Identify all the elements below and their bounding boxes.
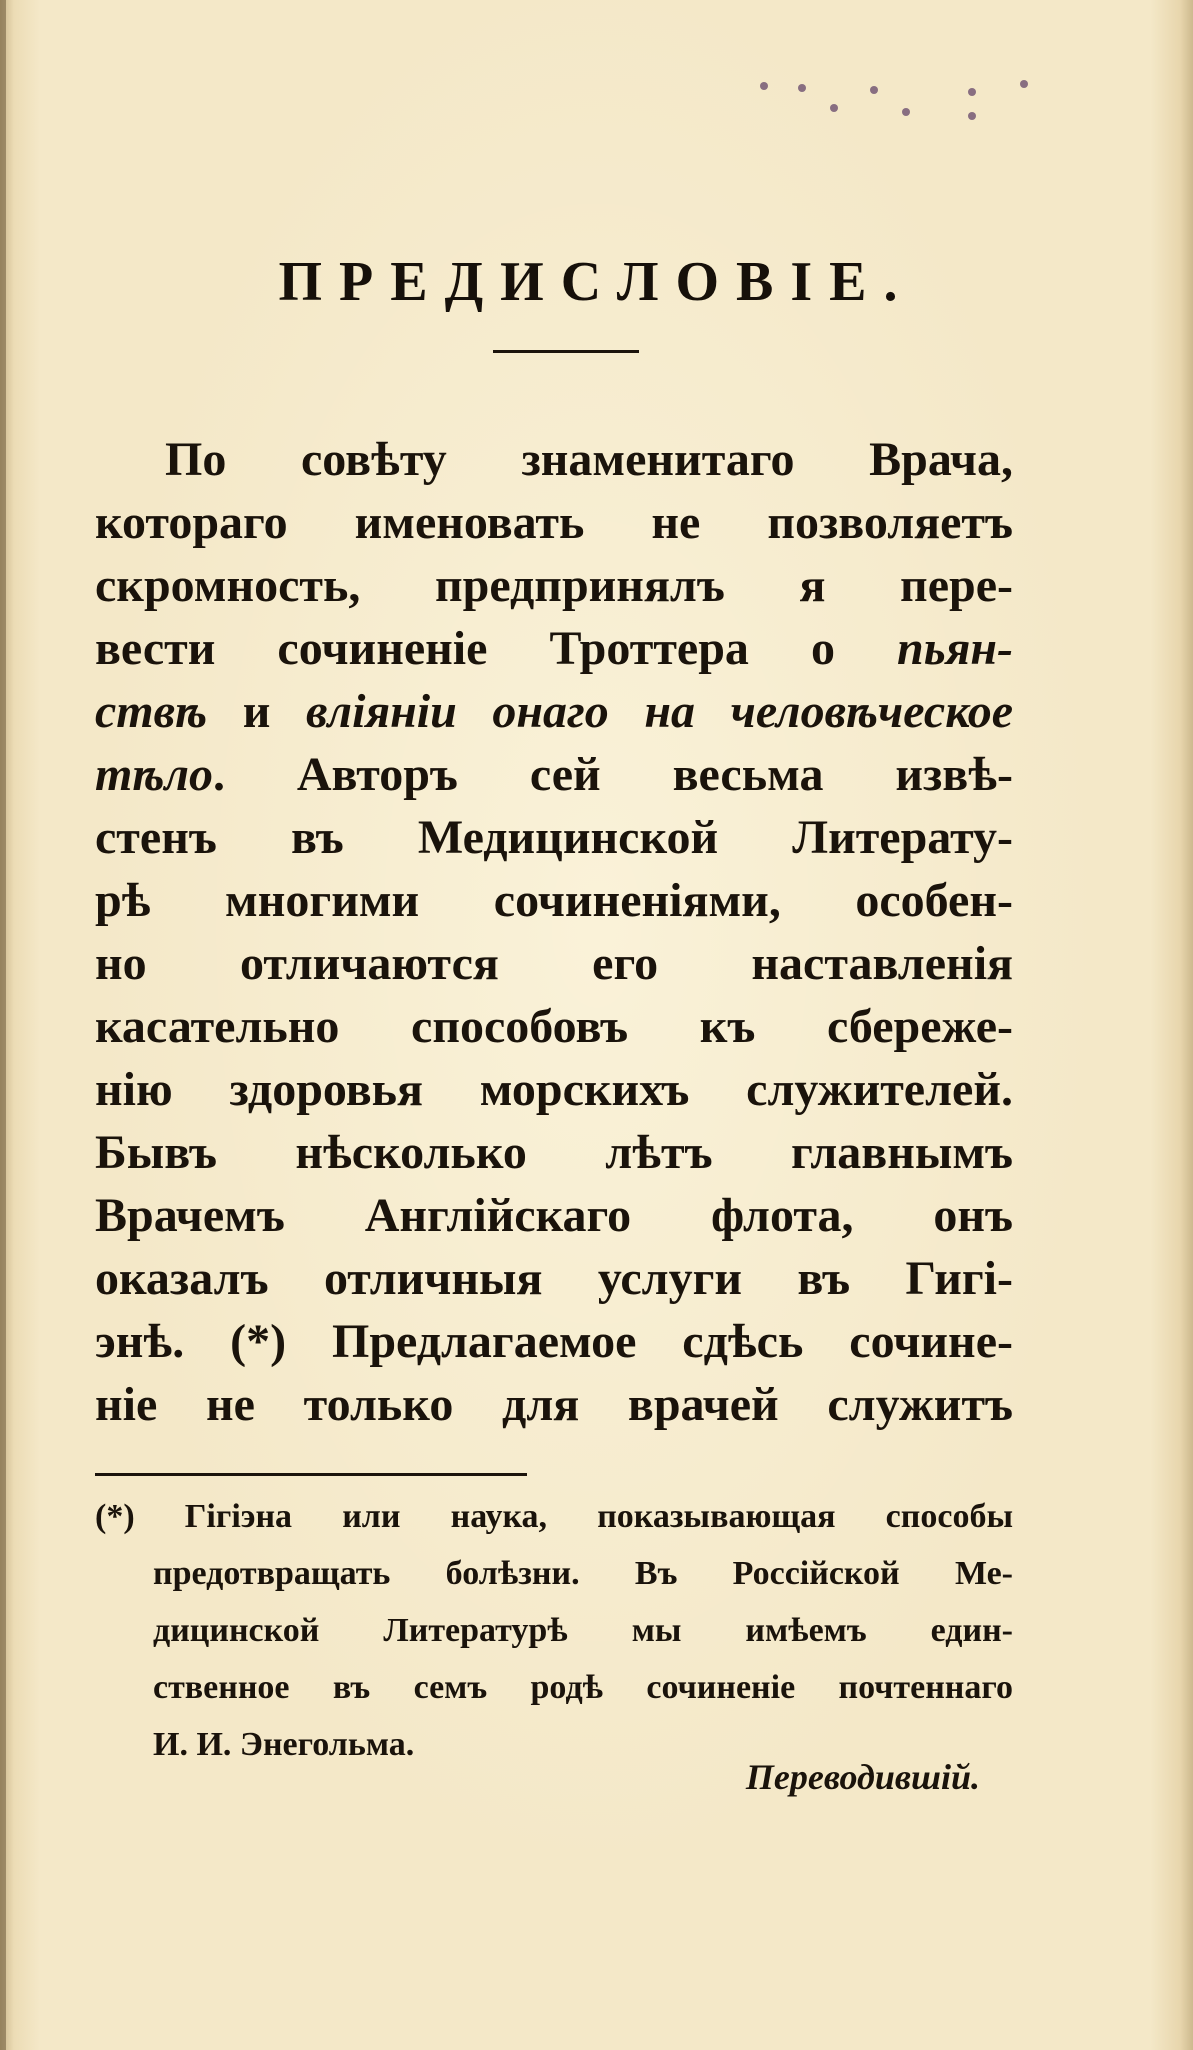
- body-line: вести сочиненіе Троттера о пьян-: [95, 622, 1013, 675]
- footnote: [95, 1488, 1013, 1773]
- ink-dot: [798, 84, 806, 92]
- footnote-line: И. И. Энегольма.: [153, 1726, 415, 1763]
- body-line: касательно способовъ къ сбереже-: [95, 1000, 1013, 1053]
- footnote-divider: [95, 1473, 527, 1476]
- footnote-line: ственное въ семъ родѣ сочиненіе почтеннаго: [153, 1669, 1013, 1706]
- ink-dot: [902, 108, 910, 116]
- ink-marks: [720, 72, 1060, 142]
- footnote-line: предотвращать болѣзни. Въ Россійской Ме-: [153, 1555, 1013, 1592]
- signature: Переводившій.: [745, 1757, 980, 1797]
- body-text: [95, 428, 1013, 1436]
- body-line: ствѣ и вліяніи онаго на человѣческое: [95, 685, 1014, 738]
- page-title: ПРЕДИСЛОВІЕ.: [278, 251, 915, 313]
- body-line: скромность, предпринялъ я пере-: [95, 559, 1013, 612]
- body-line: но отличаются его наставленія: [95, 937, 1013, 990]
- body-line: оказалъ отличныя услуги въ Гигі-: [95, 1252, 1013, 1305]
- ink-dot: [830, 104, 838, 112]
- body-line: энѣ. (*) Предлагаемое сдѣсь сочине-: [95, 1315, 1013, 1368]
- body-line: рѣ многими сочиненіями, особен-: [95, 874, 1013, 927]
- title-divider: [493, 350, 639, 353]
- body-line: Бывъ нѣсколько лѣтъ главнымъ: [95, 1126, 1013, 1179]
- ink-dot: [1020, 80, 1028, 88]
- body-line: Врачемъ Англійскаго флота, онъ: [95, 1189, 1013, 1242]
- body-line: тѣло. Авторъ сей весьма извѣ-: [95, 748, 1013, 801]
- ink-dot: [968, 112, 976, 120]
- footnote-line: дицинской Литературѣ мы имѣемъ един-: [153, 1612, 1013, 1649]
- body-line: стенъ въ Медицинской Литерату-: [95, 811, 1013, 864]
- body-line: По совѣту знаменитаго Врача,: [165, 433, 1013, 486]
- body-line: ніе не только для врачей служитъ: [95, 1378, 1013, 1431]
- ink-dot: [870, 86, 878, 94]
- body-line: нію здоровья морскихъ служителей.: [95, 1063, 1013, 1116]
- body-line: котораго именовать не позволяетъ: [95, 496, 1013, 549]
- ink-dot: [760, 82, 768, 90]
- ink-dot: [968, 88, 976, 96]
- footnote-line: (*) Гігіэна или наука, показывающая способы: [95, 1498, 1013, 1535]
